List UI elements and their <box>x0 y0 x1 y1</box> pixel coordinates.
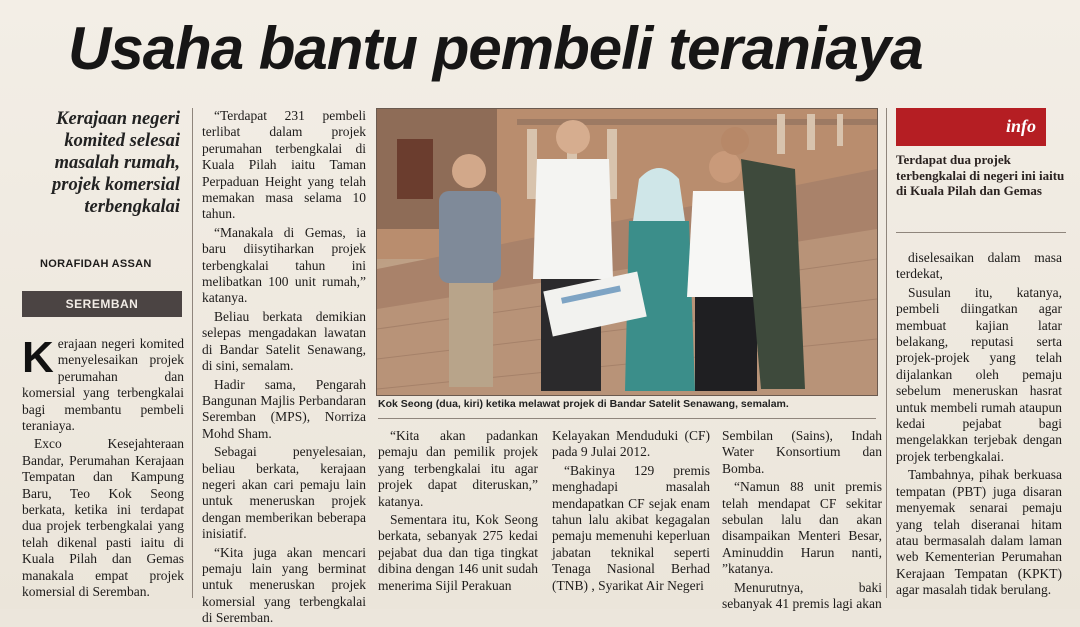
paragraph: Exco Kesejahteraan Bandar, Perumahan Kerajaan Tempatan dan Kampung Baru, Teo Kok Seong berkata, ketika ini terdapat dua projek terbengkalai yang telah dikenal pasti iaitu di Kuala Pilah dan Gemas manakala empat projek komersial di Seremban. <box>22 436 184 600</box>
column-divider <box>886 108 887 598</box>
column-6 <box>896 250 1062 604</box>
paragraph: “Bakinya 129 premis menghadapi masalah mendapatkan CF sejak enam tahun lalu akibat kegagalan pemaju memenuhi keperluan jabatan teknikal seperti Tenaga Nasional Berhad (TNB) , Syarikat Air Negeri <box>552 462 710 593</box>
paragraph: “Terdapat 231 pembeli terlibat dalam projek perumahan terbengkalai di Kuala Pilah iaitu Taman Perpaduan Height yang telah memakan masa selama 10 tahun. <box>202 108 366 222</box>
person-2 <box>533 120 613 391</box>
article-deck: Kerajaan negeri komited selesai masalah rumah, projek komersial terbengkalai <box>52 109 180 217</box>
caption-divider <box>378 418 876 419</box>
drop-cap: K <box>22 333 54 382</box>
info-box-header <box>896 108 1046 146</box>
info-label: info <box>1005 116 1036 136</box>
info-box-divider <box>896 232 1066 233</box>
location-label: SEREMBAN <box>22 291 182 317</box>
paragraph: Beliau berkata demikian selepas mengadakan lawatan di Bandar Satelit Senawang, di sini, semalam. <box>202 308 366 374</box>
paragraph: Hadir sama, Pengarah Bangunan Majlis Perbandaran Seremban (MPS), Norriza Mohd Sham. <box>202 376 366 441</box>
paragraph: “Kita akan padankan pemaju dan pemilik projek yang terbengkalai itu agar projek dapat diteruskan,” katanya. <box>378 428 538 509</box>
column-3 <box>378 428 538 604</box>
column-5 <box>722 428 882 612</box>
info-box-text: Terdapat dua projek terbengkalai di negeri ini iaitu di Kuala Pilah dan Gemas <box>896 152 1065 199</box>
column-2 <box>202 108 366 626</box>
paragraph: “Manakala di Gemas, ia baru diisytiharkan projek terbengkalai tahun ini melibatkan 100 unit rumah,” katanya. <box>202 224 366 306</box>
news-photo <box>376 108 878 396</box>
paragraph: Sembilan (Sains), Indah Water Konsortium dan Bomba. <box>722 428 882 476</box>
article-headline: Usaha bantu pembeli teraniaya <box>68 15 923 82</box>
paragraph: Sementara itu, Kok Seong berkata, sebanyak 275 kedai pejabat dua dan tiga tingkat dibina dengan 146 unit sudah menerima Sijil Perakuan <box>378 512 538 593</box>
lead-text: erajaan negeri komited menyelesaikan projek perumahan dan komersial yang terbengkalai bagi membantu pembeli teraniaya. <box>22 336 184 434</box>
paragraph: Sebagai penyelesaian, beliau berkata, kerajaan negeri akan cari pemaju lain untuk meneruskan projek dengan memberikan beberapa inisiatif. <box>202 444 366 542</box>
paragraph: “Namun 88 unit premis telah mendapat CF sekitar sebulan lalu dan akan disampaikan Menteri Besar, Aminuddin Harun nanti, ”katanya. <box>722 479 882 577</box>
column-divider <box>192 108 193 598</box>
photo-illustration <box>377 109 877 395</box>
lead-paragraph <box>22 333 184 434</box>
paragraph: Kelayakan Menduduki (CF) pada 9 Julai 2012. <box>552 428 710 460</box>
paragraph: Menurutnya, baki sebanyak 41 premis lagi akan <box>722 579 882 612</box>
paragraph: Tambahnya, pihak berkuasa tempatan (PBT) juga disaran menyemak senarai pemaju yang telah diseranai hitam atau bermasalah dalam laman web Kementerian Perumahan Kerajaan Tempatan (KPKT) agar masalah tidak berulang. <box>896 467 1062 598</box>
paragraph: diselesaikan dalam masa terdekat, <box>896 250 1062 282</box>
column-1 <box>22 333 184 600</box>
photo-caption: Kok Seong (dua, kiri) ketika melawat projek di Bandar Satelit Senawang, semalam. <box>378 398 789 410</box>
byline: NORAFIDAH ASSAN <box>40 258 152 270</box>
column-4 <box>552 428 710 604</box>
paragraph: Susulan itu, katanya, pembeli diingatkan agar membuat kajian latar belakang, reputasi serta projek-projek yang telah dijalankan oleh pemaju sebelum meneruskan hasrat untuk membeli rumah ataupun kedai pejabat bagi mengelakkan terjebak dengan projek terbengkalai. <box>896 284 1062 464</box>
paragraph: “Kita juga akan mencari pemaju lain yang berminat untuk meneruskan projek komersial yang terbengkalai di Seremban. <box>202 544 366 626</box>
